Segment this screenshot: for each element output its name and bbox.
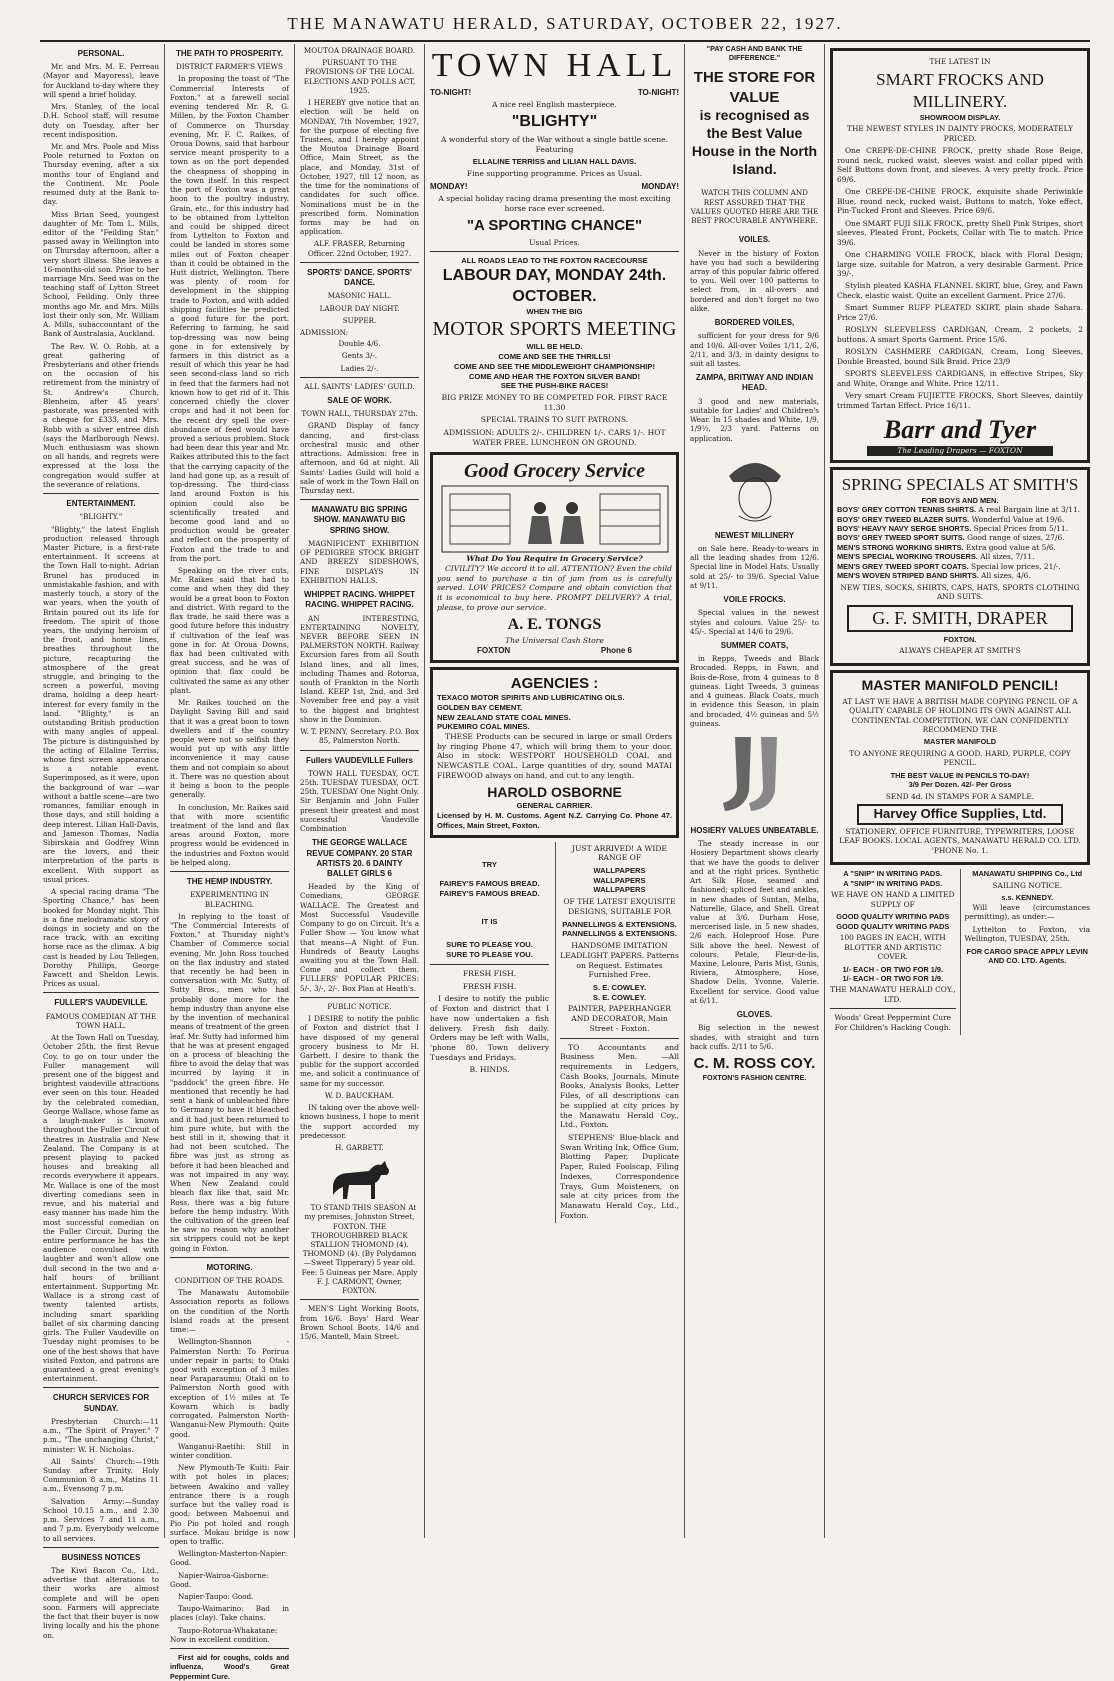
race-line: COME AND HEAR THE FOXTON SILVER BAND! <box>468 371 641 381</box>
grocery-title: Good Grocery Service <box>463 459 646 482</box>
gloves-heading: GLOVES. <box>736 1010 773 1020</box>
vaudeville-heading: Fullers VAUDEVILLE Fullers <box>306 755 413 765</box>
film1-desc: A wonderful story of the War without a single battle scene. Featuring <box>440 134 669 154</box>
signature: W. D. BAUCKHAM. <box>324 1090 395 1100</box>
ship-head: MANAWATU SHIPPING Co., Ltd <box>972 869 1083 879</box>
paragraph: Miss Brian Seed, youngest daughter of Mr. Tom L. Mills, editor of the "Feilding Star," passed away in Wellington into on Thursday afternoon, after a very short illness. She leaves a 16-months-old son. Prior to her marriage Mrs. Seed was on the teaching staff of Lytton Street School, Feilding. Only three months ago Mr. and Mrs. Mills lost their only son, Mr. William A. Mills, subaccountant of the Bank of Australasia, Auckland. <box>43 209 159 339</box>
dance-heading: SPORTS' DANCE. SPORTS' DANCE. <box>307 267 412 288</box>
film1-title: "BLIGHTY" <box>511 113 598 131</box>
paragraph: IN taking over the above well-known business, I hope to merit the support accorded my predecessor. <box>300 1103 419 1140</box>
spring-item-name: MEN'S WOVEN STRIPED BAND SHIRTS. <box>837 571 979 581</box>
paragraph: "Blighty," the latest English production released through Master Picture, is a first-rate entertainment. It screens at the Town Hall to-night. Adrian Brunel has produced in unmistakable fashion, and with masterly touch, a story of the war years, when the youth of Britain poured out its life for freedom. The spirit of those years, the undying heroism of the front, and home lines, breathes throughout the picture, recapturing the atmosphere of the great struggle, and bringing to the screen a powerful, moving drama, holding a deep heart-interest for every family in the land. "Blighty," is an outstanding British production with many angles of appeal. The picture is distinguished by the acting of Ellaline Terriss, whose first screen appearance is a notable event. Superimposed, as it were, upon the background of war —war without a battle scene—are two romances, familiar enough in those days, and still holding a deep interest. Lilian Hall-Davis, and Jameson Thomas, Nadia Sibirskaia and Godfrey Winn are the lovers, and their interpretation of the parts is excellent. With support as usual prices. <box>43 524 159 884</box>
watch-text: WATCH THIS COLUMN AND REST ASSURED THAT THE VALUES QUOTED HERE ARE THE BEST PROCURABLE ANYWHERE. <box>690 188 819 226</box>
paragraph: In proposing the toast of "The Commercial Interests of Foxton," at a farewell social evening tendered Mr. R. G. Millen, by the Foxton Chamber of Commerce on Thursday evening, Mr. F. C. Raikes, of Oroua Downs, said that harbour service meant prosperity to a town as on the port depended the cheapness of shopping in the town itself. In this respect the port of Foxton was a great boon to the poultry industry. Grain, etc., for this industry had to be obtained from Lyttelton and could be shipped direct from Lyttelton to Foxton and could be landed in stores some miles out of Foxton cheaper than it could be obtained in the Hutt district, Wellington. There was plenty of room for development in the shipping trade to Foxton, and with added shipping facilities he predicted a good future for the port. Referring to farming, he said top-dressing was now being gone in for extensively by farmers in this district as a result of which this year he had seen second-class land so rich in feed that the farmers had not known how to get rid of it. This concerned chiefly the clover crops and had it not been for the recent dry spell the over-abundance of feed would have proved a serious problem. Stock had been dear this year and Mr. Raikes attributed this to the fact that the carrying capacity of the land had gone up, as a result of top-dressing. The third-class land around Foxton is his opinion could also be scientifically treated and become good land and so production would be greater and reflect on the prosperity of Foxton and the trade to and from the port. <box>170 74 290 563</box>
horse-illustration <box>325 1155 395 1203</box>
town-hall-title: TOWN HALL <box>431 47 678 84</box>
paragraph: Taupo-Waimarino: Bad in places (clay). Take chains. <box>170 1604 289 1623</box>
drainage-heading: MOUTOA DRAINAGE BOARD. <box>303 46 416 55</box>
paragraph: 3 good and new materials, suitable for Ladies' and Children's Wear. In 15 shades and White, 1/9, 1/9½, 2/3 yard. Patterns on application. <box>690 396 819 443</box>
snip-head: A "SNIP" IN WRITING PADS. <box>843 869 943 879</box>
harvey-text: STATIONERY, OFFICE FURNITURE, TYPEWRITERS, LOOSE LEAF BOOKS. LOCAL AGENTS, MANAWATU HERALD CO. LTD. 'PHONE No. 1. <box>839 826 1081 855</box>
whippet-heading: WHIPPET RACING. WHIPPET RACING. WHIPPET RACING. <box>303 590 416 610</box>
grocery-footer <box>437 646 672 656</box>
boots-ad: MEN'S Light Working Boots, from 16/6. Boys' Hard Wear Brown School Boots, 14/6 and 15/6. Mantell, Main Street. <box>300 1304 419 1342</box>
slogan: "PAY CASH AND BANK THE DIFFERENCE." <box>706 44 803 63</box>
ship-text: Will leave (circumstances permitting), as under:— <box>964 902 1090 922</box>
paragraph: A special racing drama "The Sporting Chance," has been booked for Monday night. This is a fine melodramatic story of doings in society and on the race track, with an exciting horse race as the climax. A big cast is headed by Lou Tellegen, Dorothy Phillips, George Fawcett and Sheldon Lewis. Prices as usual. <box>43 887 159 989</box>
wall-text: OF THE LATEST EXQUISITE DESIGNS, SUITABLE FOR <box>563 897 676 916</box>
border-heading: BORDERED VOILES, <box>714 318 795 328</box>
frock-item: SPORTS SLEEVELESS CARDIGANS, in effective Stripes, Sky and White, Orange and White. Price 12/11. <box>837 369 1083 388</box>
wall-pan: PANNELLINGS & EXTENSIONS. <box>562 919 677 929</box>
divider <box>170 871 289 872</box>
paragraph: Napier-Wairoa-Gisborne: Good. <box>170 1570 269 1589</box>
grocery-illustration <box>440 484 670 554</box>
divider <box>560 1038 679 1039</box>
spring-item <box>837 524 1083 533</box>
tonight-left: TO-NIGHT! <box>430 87 472 97</box>
fish-text: I desire to notify the public of Foxton and district that I have now undertaken a fish delivery. Fresh fish daily. Orders may be left with Walls, 'phone 80. Town delivery Tuesdays and Fridays. <box>430 994 549 1062</box>
guild-place: TOWN HALL, THURSDAY 27th. <box>301 409 418 419</box>
ross-tag: FOXTON'S FASHION CENTRE. <box>702 1073 807 1083</box>
frocks-ad <box>830 48 1090 463</box>
grocery-question: What Do You Require in Grocery Service? <box>466 554 643 564</box>
agencies-text: THESE Products can be secured in large or small Orders by ringing Phone 47, which will bring them to your door. Also in stock: WESTPORT HOUSEHOLD COAL and NEWCASTLE COAL. Large quantities of dry, sound MATAI FIREWOOD always on hand, and cut to any length. <box>437 731 672 780</box>
frock-item: ROSLYN SLEEVELESS CARDIGAN, Cream, 2 pockets, 2 buttons. A smart Sports Garment. Price 15/6. <box>837 325 1083 344</box>
summer-coats-heading: SUMMER COATS, <box>720 640 789 650</box>
paragraph: MAGNIFICENT EXHIBITION OF PEDIGREE STOCK BRIGHT AND BREEZY SIDESHOWS, FINE DISPLAYS IN EXHIBITION HALLS. <box>300 538 419 585</box>
path-heading: THE PATH TO PROSPERITY. <box>175 49 284 58</box>
race-line: COME AND SEE THE THRILLS! <box>498 352 611 362</box>
divider <box>300 499 419 500</box>
paragraph: Wellington-Masterton-Napier: Good. <box>170 1549 288 1568</box>
column-1 <box>38 44 165 1640</box>
divider <box>43 992 159 993</box>
spring-foot: NEW TIES, SOCKS, SHIRTS, CAPS, HATS, SPORTS CLOTHING AND SUITS. <box>840 582 1080 602</box>
ship-cargo: FOR CARGO SPACE APPLY LEVIN AND CO. LTD. Agents. <box>966 946 1089 966</box>
frocks-title: SMART FROCKS AND MILLINERY. <box>876 70 1044 112</box>
stallion-ad: TO STAND THIS SEASON At my premises, Johnston Street, FOXTON. THE THOROUGHBRED BLACK STALLION THOMOND (4). THOMOND (4). (By Polydamon—Sweet Tipperary) 5 year old. Fee: 5 Guineas per Mare. Apply F. J. CARMONT, Owner, FOXTON. <box>301 1203 418 1296</box>
ship-name: s.s. KENNEDY. <box>1001 893 1054 903</box>
dance-line: Double 4/6. <box>338 339 381 349</box>
pencil-name: MASTER MANIFOLD <box>923 737 997 747</box>
show-heading: MANAWATU BIG SPRING SHOW. MANAWATU BIG SPRING SHOW. <box>311 505 408 535</box>
pencil-title: MASTER MANIFOLD PENCIL! <box>861 676 1059 693</box>
spring-item <box>837 552 1083 561</box>
column-2 <box>165 44 295 1681</box>
signature: ALF. FRASER, Returning Officer. 22nd October, 1927. <box>307 239 412 258</box>
frock-item: Smart Summer RUFF PLEATED SKIRT, plain shade Sahara. Price 27/6. <box>837 303 1083 322</box>
guild-heading: ALL SAINTS' LADIES' GUILD. <box>304 381 415 391</box>
race-line: SEE THE PUSH-BIKE RACES! <box>500 381 609 391</box>
divider <box>170 1648 289 1649</box>
snip-pads: GOOD QUALITY WRITING PADS <box>836 912 950 922</box>
wall-pan: PANNELLINGS & EXTENSIONS. <box>562 929 677 939</box>
divider <box>43 1547 159 1548</box>
subheading: CONDITION OF THE ROADS. <box>174 1276 285 1286</box>
signature: W. T. PENNY, Secretary. P.O. Box 85, Palmerston North. <box>300 727 419 746</box>
divider <box>300 1299 419 1300</box>
smith-name: G. F. SMITH, DRAPER <box>847 605 1073 632</box>
paragraph: on Sale here. Ready-to-wears in all the leading shades from 12/6. Special line in Model Hats. Usually sold at 25/- to 39/6. Special Value at 9/11. <box>690 543 819 590</box>
voiles-heading: VOILES. <box>738 235 771 245</box>
styles-label: THE NEWEST STYLES IN DAINTY FROCKS, MODERATELY PRICED. <box>847 124 1073 143</box>
paragraph: Big selection in the newest shades, with straight and turn back cuffs. 2/11 to 5/6. <box>690 1023 819 1051</box>
paragraph: In replying to the toast of "The Commercial Interests of Foxton," at Thursday night's Chamber of Commerce social evening, Mr. John Ross touched on the flax industry and stated that recently he had been in conversation with Mr. Sutty, of Sutty Bros., men who had probably done more for the hemp industry than anyone else by the invention of mechanical means of treatment of the green leaf. Mr. Sutty had informed him that he was at present engaged on a process of bleaching the fibre to avoid the delay that was incurred by laying it in "paddock" the green fibre. He mentioned that recently he had sent a hank of unbleached fibre to Germany to have it bleached and it had just been returned to him pure white, but with the best still in it, showing that it had not been scutched. The fibre was just as strong as before it had been bleached and was not impaired in any way. When New Zealand could bleach flax like that, said Mr. Ross, there was a big future before the hemp industry. With the cultivation of the green leaf he saw no reason why another six strippers could not be kept going in Foxton. <box>170 911 289 1253</box>
spring-item-price: Good range of sizes, 27/6. <box>967 533 1065 543</box>
race-day: LABOUR DAY, MONDAY 24th. OCTOBER. <box>442 267 667 305</box>
fuller-heading: FULLER'S VAUDEVILLE. <box>54 998 148 1008</box>
showroom-label: SHOWROOM DISPLAY. <box>919 112 1001 122</box>
wall-text2: HANDSOME IMITATION LEADLIGHT PAPERS. Patterns on Request. Estimates Furnished Free. <box>560 941 679 980</box>
frock-item: One CREPE-DE-CHINE FROCK, exquisite shade Periwinkle Blue, round neck, rucked waist, Buttons to match, Yoke effect, Pin-Tucked Front and Sleeves. Price 69/6. <box>837 187 1083 216</box>
hemp-heading: THE HEMP INDUSTRY. <box>186 877 273 887</box>
woods-ad: Woods' Great Peppermint Cure For Children's Hacking Cough. <box>834 1013 952 1032</box>
paragraph: GRAND Display of fancy dancing, and first-class orchestral music and other attractions. Admission: free in afternoon, and 6d at night. All Saints' Ladies Guild will hold a sale of work in the Town Hall on Thursday next. <box>300 421 419 496</box>
snip-ad <box>830 869 956 1035</box>
dance-line: MASONIC HALL. <box>327 291 392 301</box>
bread-try: TRY <box>482 859 497 869</box>
pencil-send: SEND 4d. IN STAMPS FOR A SAMPLE. <box>885 791 1035 801</box>
subheading: DISTRICT FARMER'S VIEWS <box>176 62 283 72</box>
paragraph: TOWN HALL TUESDAY, OCT. 25th. TUESDAY TUESDAY, OCT. 25th. TUESDAY One Night Only. Sir Benjamin and John Fuller present their greatest and most successful Vaudeville Combination <box>300 768 419 834</box>
snip-pads: GOOD QUALITY WRITING PADS <box>836 921 950 931</box>
harvey-name: Harvey Office Supplies, Ltd. <box>857 804 1063 825</box>
paragraph: Mr. and Mrs. M. E. Perreau (Mayor and Mayoress), leave for Auckland to-day where they will spend a brief holiday. <box>43 62 159 99</box>
spring-item <box>837 515 1083 524</box>
race-held: WILL BE HELD. <box>526 342 583 352</box>
personal-heading: PERSONAL. <box>77 49 125 58</box>
vaudeville-stars: THE GEORGE WALLACE REVUE COMPANY. 20 STAR ARTISTS 20. 6 DAINTY BALLET GIRLS 6 <box>306 838 413 879</box>
ross-name: C. M. ROSS COY. <box>693 1055 816 1073</box>
pencil-ad <box>830 670 1090 866</box>
agencies-name: HAROLD OSBORNE <box>487 783 622 800</box>
bread-line: FAIREY'S FAMOUS BREAD. <box>439 889 540 899</box>
spring-item-name: BOYS' HEAVY NAVY SERGE SHORTS. <box>837 523 972 533</box>
spring-item <box>837 543 1083 552</box>
film1-cast: ELLALINE TERRISS and LILIAN HALL DAVIS. <box>472 157 637 167</box>
film1-pre: A nice reel English masterpiece. <box>492 99 617 109</box>
snip-head: A "SNIP" IN WRITING PADS. <box>843 878 943 888</box>
race-when: WHEN THE BIG <box>526 307 583 317</box>
dance-line: Ladies 2/-. <box>340 363 379 373</box>
paragraph: All Saints' Church:—19th Sunday after Trinity. Holy Communion 8 a.m., Matins 11 a.m., Evensong 7 p.m. <box>43 1456 159 1494</box>
frock-item: ROSLYN CASHMERE CARDIGAN, Cream, Long Sleeves, Double Breasted, bound Silk Braid. Price 23/9 <box>837 347 1083 366</box>
paragraph: Mr. and Mrs. Poole and Miss Poole returned to Foxton on Thursday evening, after a six months tour of England and the Continent. Mr. Poole resumed duty at the Bank to-day. <box>43 141 159 207</box>
divider <box>300 997 419 998</box>
wall-head: JUST ARRIVED! A WIDE RANGE OF <box>572 843 667 863</box>
pencil-text: AT LAST WE HAVE A BRITISH MADE COPYING PENCIL OF A QUALITY CAPABLE OF HOLDING ITS OWN AGAINST ALL CONTINENTAL COMPETITION. WE CAN CONFIDENTLY RECOMMEND THE <box>842 696 1078 735</box>
grocery-tag: The Universal Cash Store <box>505 635 604 645</box>
paragraph: Speaking on the river cuts, Mr. Raikes said that had to come and when they did they would be a great boon to Foxton and district. With regard to the flax trade, he said there was a good future before this industry if cultivation of the leaf was gone in for. At Oroua Downs, flax had been cultivated with great success, and he was of opinion that flax could be cultivated the same as any other plant. <box>170 566 289 695</box>
paragraph: I DESIRE to notify the public of Foxton and district that I have disposed of my general grocery business to Mr H. Garbett. I desire to thank the public for the support accorded me, and solicit a continuance of same for my successor. <box>300 1014 419 1088</box>
wall-line: WALLPAPERS <box>593 866 646 876</box>
latest-label: THE LATEST IN <box>929 57 991 66</box>
spring-item <box>837 533 1083 542</box>
guild-subheading: SALE OF WORK. <box>327 396 392 406</box>
monday-right: MONDAY! <box>641 181 679 191</box>
paragraph: Mr. Raikes touched on the Daylight Saving Bill and said that it was a great boon to town dwellers and if the country people were not so selfish they would put up with any little inconvenience it may cause them and not complain so about it. There was no question about it being a boon to the people generally. <box>170 698 289 800</box>
divider <box>830 1008 956 1009</box>
paragraph: The Kiwi Bacon Co., Ltd., advertise that alterations to their works are almost complete and will be open soon. Farmers will appreciate the fact that their buyer is now living locally and his the phone on. <box>43 1566 159 1640</box>
cough-ad: First aid for coughs, colds and influenza, Wood's Great Peppermint Cure. <box>170 1653 289 1681</box>
column-6 <box>825 44 1095 1538</box>
paragraph: Presbyterian Church:—11 a.m., "The Spirit of Prayer." 7 p.m., "The unchanging Christ," minister: W. H. Nicholas. <box>43 1416 159 1454</box>
masthead: THE MANAWATU HERALD, SATURDAY, OCTOBER 22, 1927. <box>40 14 1090 42</box>
divider <box>43 493 159 494</box>
entertainment-heading: ENTERTAINMENT. <box>66 499 136 509</box>
grocery-text: CIVILITY? We accord it to all. ATTENTION? Even the child you send to purchase a tin of jam from us is carefully served. LOW PRICES? Compare and obtain conviction that it is economical to buy here. PROMPT DELIVERY? A trial, please, to prove our service. <box>437 563 672 612</box>
wallpaper-ad <box>555 842 679 1224</box>
dance-line: LABOUR DAY NIGHT. <box>319 303 400 313</box>
spring-ad <box>830 467 1090 666</box>
divider <box>300 750 419 751</box>
agency-line: TEXACO MOTOR SPIRITS AND LUBRICATING OILS. <box>437 693 625 703</box>
wall-role: PAINTER, PAPERHANGER AND DECORATOR, Main Street - Foxton. <box>567 1004 672 1033</box>
grocery-ad <box>430 452 679 663</box>
race-line: COME AND SEE THE MIDDLEWEIGHT CHAMPIONSHIP! <box>454 361 655 371</box>
dance-line: ADMISSION: <box>300 327 349 337</box>
subheading: "BLIGHTY." <box>79 512 123 522</box>
wall-name: S. E. COWLEY. <box>592 992 647 1002</box>
spring-item-price: Special low prices, 21/-. <box>971 561 1061 571</box>
agencies-ad <box>430 667 679 838</box>
grocery-phone: Phone 6 <box>600 645 632 655</box>
snip-price: 1/- EACH - OR TWO FOR 1/9. <box>842 964 944 974</box>
hosiery-heading: HOSIERY VALUES UNBEATABLE. <box>690 825 819 835</box>
signature: H. GARBETT. <box>335 1142 384 1152</box>
accountants-ad: TO Accountants and Business Men. —All requirements in Ledgers, Cash Books, Journals, Minute Books, Analysis Books, Letter Files, of all descriptions can be supplied at city prices by the Manawatu Herald Coy., Ltd., Foxton. <box>560 1042 679 1130</box>
paragraph: Mrs. Stanley, of the local D.H. School staff, will resume duty on Tuesday, after her recent indisposition. <box>43 102 159 139</box>
race-title: MOTOR SPORTS MEETING <box>432 317 677 340</box>
snip-pages: 100 PAGES IN EACH, WITH BLOTTER AND ARTISTIC COVER. <box>839 933 946 962</box>
snip-text: WE HAVE ON HAND A LIMITED SUPPLY OF <box>831 890 955 909</box>
snip-price: 1/- EACH - OR TWO FOR 1/9. <box>842 974 944 984</box>
shipping-ad <box>960 869 1091 1035</box>
grocery-name: A. E. TONGS <box>507 616 602 634</box>
bread-it: IT IS <box>481 916 498 926</box>
spring-item-name: MEN'S STRONG WORKING SHIRTS. <box>837 542 964 552</box>
frock-item: Very smart Cream FUJIETTE FROCKS, Short Sleeves, daintily trimmed Tartan Effect. Price 16/11. <box>837 391 1083 410</box>
monday-left: MONDAY! <box>430 181 468 191</box>
business-heading: BUSINESS NOTICES <box>61 1552 141 1562</box>
bread-sure: SURE TO PLEASE YOU. <box>446 940 533 950</box>
agencies-footer: Licensed by H. M. Customs. Agent N.Z. Carrying Co. Phone 47. Offices, Main Street, Foxton. <box>437 811 672 830</box>
fish-heading: FRESH FISH. <box>462 981 517 991</box>
hat-illustration <box>715 446 795 526</box>
spring-item-price: All sizes, 7/11. <box>980 552 1035 562</box>
paragraph: The steady increase in our Hosiery Department shows clearly that we have the goods to deliver and at the right prices. Synthetic Art Silk Hose, seamed and fashioned; spliced feet and ankles, in new shades of Suntan, Melba, Naturelle, Glace, and Shell. Great value at 3/6. Durham Hose, mercerised lisle, in 5 new shades, 2/6 each. Holeproof Hose. Pure Silk above the heel. Newest of colours, Petale, Fleur-de-lis, Maxine, Leloure, Paris Mist, Gunis, Riviera, Atmosphere, Hose, Shadow Delis, Yvonne, Valerie. Excellent for service. Good value at 6/11. <box>690 839 819 1005</box>
voile-frocks-heading: VOILE FROCKS. <box>723 595 786 605</box>
store-title: THE STORE FOR VALUE <box>693 69 816 106</box>
subheading: FAMOUS COMEDIAN AT THE TOWN HALL. <box>45 1011 157 1030</box>
bread-sure: SURE TO PLEASE YOU. <box>446 950 533 960</box>
paragraph: Napier-Taupo: Good. <box>178 1592 254 1602</box>
spring-item-price: Wonderful Value at 19/6. <box>971 514 1065 524</box>
column-5 <box>685 44 825 1538</box>
spring-item <box>837 571 1083 580</box>
race-money: BIG PRIZE MONEY TO BE COMPETED FOR. FIRST RACE 11.30 <box>441 392 668 412</box>
paragraph: In conclusion, Mr. Raikes said that with more scientific treatment of the land and flax areas around Foxton, more progress would be evidenced in the industries and Foxton would be helped along. <box>170 802 289 867</box>
dance-line: Gents 3/-. <box>341 351 378 361</box>
divider <box>43 1387 159 1388</box>
spring-for: FOR BOYS AND MEN. <box>921 495 999 505</box>
paragraph: New Plymouth-Te Kuiti: Fair with pot holes in places; between Awakino and valley entrance there is a rough surface but the valley road is good; between Mahoenui and Pio Pio pot holed and rough surface. Mokau bridge is now open to traffic. <box>170 1463 289 1546</box>
frock-item: One SMART FUJI SILK FROCK, pretty Shell Pink Stripes, short sleeves, Pleated Front, Pockets, Collar with Tie to match. Price 39/6. <box>837 218 1083 247</box>
tonight-right: TO-NIGHT! <box>637 87 679 97</box>
fish-heading: FRESH FISH. <box>462 968 517 978</box>
agency-line: PUKEMIRO COAL MINES. <box>437 722 530 732</box>
agency-line: GOLDEN BAY CEMENT. <box>437 702 523 712</box>
paragraph: Wellington-Shannon - Palmerston North: To Porirua under repair in parts; to Otaki good with exception of 3 miles near Paraparaumu; Otaki on to Palmerston North good with exception of 1½ miles at Te Kowarn which is badly corrugated. Palmerston North-Wanganui-New Plymouth: Quite good. <box>170 1337 289 1439</box>
spring-item-name: BOYS' GREY TWEED BLAZER SUITS. <box>837 514 970 524</box>
spring-item-price: Extra good value at 5/6. <box>965 542 1056 552</box>
column-4 <box>425 44 685 1538</box>
paragraph: Special values in the newest styles and colours. Value 25/- to 45/-. Special at 14/6 to 29/6. <box>690 608 819 636</box>
pencil-best: THE BEST VALUE IN PENCILS TO-DAY! <box>890 770 1030 780</box>
race-trains: SPECIAL TRAINS TO SUIT PATRONS. <box>480 415 629 425</box>
paragraph: At the Town Hall on Tuesday, October 25th, the first Revue Coy. to go on tour under the Fuller management will present one of the biggest and brightest vaudeville attractions ever seen on this tour. Headed by the celebrated comedian, George Wallace, whose fame as a laugh-maker is known throughout the Fuller Circuit of theatres in Australia and New Zealand. The Company is at present playing to packed houses and breaking all records everywhere it appears. Mr. Wallace is one of the most diverting comedians seen in revue, and his material and easy manner has made him the most successful comedian on the Fuller Circuit. During the entire performance he has the audience convulsed with laughter and won't allow one dull second in the two and a-half hours of brilliant entertainment. Supporting Mr. Wallace is a strong cast of twenty talented artists, including smart sparkling ballet of six charming dancing girls. The Fuller Vaudeville on Tuesday night promises to be one of the best shows that have visited Foxton, and patrons are guaranteed a great evening's entertainment. <box>43 1033 159 1384</box>
store-subtitle: is recognised as the Best Value House in the North Island. <box>691 106 818 177</box>
frock-item: Stylish pleated KASHA FLANNEL SKIRT, blue, Grey, and Fawn Check, elastic waist. Quite an excellent Garment. Price 27/6. <box>837 281 1083 300</box>
paragraph: The Rev. W. O. Robb, at a great gathering of Presbyterians and other friends on the occasion of his retirement from the ministry of St. Andrew's Church, Blenheim, after 45 years' pastorate, was presented with a cheque for £333, and Mrs. Robb with a silver entree dish (says the Marlborough News). Much enthusiasm was shown on all hands, and regrets were expressed at the loss the congregation would suffer at the severance of relations. <box>43 341 159 489</box>
ship-sail: SAILING NOTICE. <box>992 880 1063 890</box>
agencies-role: GENERAL CARRIER. <box>516 801 593 811</box>
film2-prices: Usual Prices. <box>529 237 580 247</box>
paragraph: Headed by the King of Comedians, GEORGE WALLACE. The Greatest and Most Successful Vaudeville Company to go on Circuit. It's a Fuller Show — You know what that means—A Night of Fun. Hundreds of Beauty Laughs awaiting you at the Town Hall. Come and collect them. FULLERS' POPULAR PRICES: 5/-, 3/-, 2/-. Box Plan at Heath's. <box>300 882 419 993</box>
church-heading: CHURCH SERVICES FOR SUNDAY. <box>52 1393 150 1413</box>
paragraph: Taupo-Rotorua-Whakatane: Now in excellent condition. <box>170 1625 278 1644</box>
paragraph: The Manawatu Automobile Association reports as follows on the condition of the North Island roads at the present time:— <box>170 1288 289 1335</box>
paragraph: Salvation Army:—Sunday School 10.15 a.m., and 2.30 p.m. Services 7 and 11 a.m., and 7 p.m. Everybody welcome to all services. <box>43 1496 159 1543</box>
wall-line: WALLPAPERS <box>593 885 646 895</box>
agency-line: NEW ZEALAND STATE COAL MINES. <box>437 712 571 722</box>
zampa-heading: ZAMPA, BRITWAY AND INDIAN HEAD. <box>695 373 814 393</box>
spring-item-name: MEN'S SPECIAL WORKING TROUSERS. <box>837 552 978 562</box>
motoring-heading: MOTORING. <box>206 1262 253 1272</box>
frock-item: One CREPE-DE-CHINE FROCK, pretty shade Rose Beige, round neck, rucked waist, sleeves waist and collar piped with Self Buttons down front, and sleeves. A very pretty frock. Price 69/6. <box>837 146 1083 184</box>
millinery-heading: NEWEST MILLINERY <box>714 530 795 540</box>
smith-location: FOXTON. <box>943 634 977 644</box>
spring-item-name: MEN'S GREY TWEED SPORT COATS. <box>837 561 969 571</box>
spring-item-price: Special Prices from 5/11. <box>973 523 1068 533</box>
ship-text2: Lyttelton to Foxton, via Wellington, TUESDAY, 25th. <box>964 924 1090 944</box>
stocking-illustration <box>715 731 795 821</box>
column-3 <box>295 44 425 1538</box>
smith-tag: ALWAYS CHEAPER AT SMITH'S <box>899 646 1021 656</box>
film2-pre: A special holiday racing drama presenting the most exciting horse race ever screened. <box>438 194 671 213</box>
fish-sign: B. HINDS. <box>469 1065 510 1075</box>
paragraph: Never in the history of Foxton have you had such a bewildering array of this popular fabric offered to you. Well over 100 patterns to select from, in all-overs and bordered and don't forget no two alike. <box>690 248 819 313</box>
barr-tag: The Leading Drapers — FOXTON <box>867 446 1053 455</box>
divider <box>430 964 549 965</box>
spring-item-price: All sizes, 4/6. <box>981 571 1031 581</box>
pencil-price: 3/9 Per Dozen. 42/- Per Gross <box>908 780 1012 790</box>
barr-logo: Barr and Tyer <box>883 415 1037 445</box>
divider <box>170 1257 289 1258</box>
film2-title: "A SPORTING CHANCE" <box>466 217 643 235</box>
paragraph: Wanganui-Raetihi: Still in winter condition. <box>170 1441 289 1460</box>
dance-line: SUPPER. <box>342 315 377 325</box>
spring-item <box>837 562 1083 571</box>
agencies-heading: AGENCIES : <box>510 674 599 692</box>
frock-item: One CHARMING VOILE FROCK, black with Floral Design; large size, suitable for Matron, a very desirable Garment. Price 39/-. <box>837 250 1083 278</box>
snip-foot: THE MANAWATU HERALD COY., LTD. <box>830 985 956 1004</box>
divider <box>300 262 419 263</box>
pencil-text2: TO ANYONE REQUIRING A GOOD, HARD, PURPLE, COPY PENCIL. <box>849 748 1071 768</box>
subheading: EXPERIMENTING IN BLEACHING. <box>190 890 269 909</box>
paragraph: I HEREBY give notice that an election will be held on MONDAY, 7th November, 1927, for the purpose of electing five Trustees, and I hereby appoint the Moutoa Drainage Board Office, Main Street, as the place, and Monday, 31st of October, 1927, till 12 noon, as the time for the nominations of candidates for such office. Nominations must be in the prescribed form. Nomination forms may be had on application. <box>300 98 419 237</box>
bread-line: FAIREY'S FAMOUS BREAD. <box>439 879 540 889</box>
grocery-location: FOXTON <box>477 645 511 655</box>
subheading: PURSUANT TO THE PROVISIONS OF THE LOCAL ELECTIONS AND POLLS ACT, 1925. <box>303 58 416 95</box>
spring-item <box>837 505 1083 514</box>
wall-name: S. E. COWLEY. <box>592 982 647 992</box>
spring-item-name: BOYS' GREY COTTON TENNIS SHIRTS. <box>837 505 977 515</box>
spring-title: SPRING SPECIALS AT SMITH'S <box>841 474 1079 494</box>
divider <box>300 377 419 378</box>
paragraph: in Repps, Tweeds and Black Brocaded. Repps, in Fawn, and Bois-de-Rose, from 4 guineas to 8 guineas. Light Tweeds, 3 guineas and 4 guineas. Black Coats, much in evidence this Season, in plain and brocaded, 4½ guineas and 5½ guineas. <box>690 654 819 728</box>
divider <box>430 251 679 252</box>
notice-heading: PUBLIC NOTICE. <box>327 1001 392 1011</box>
monday-row <box>430 182 679 192</box>
paragraph: sufficient for your dress for 9/6 and 10/6. All-over Voiles 1/11, 2/6, 2/11, and 3/3, in dainty designs to suit all tastes. <box>690 331 819 368</box>
film1-prices: Fine supporting programme. Prices as Usual. <box>466 169 643 179</box>
race-admission: ADMISSION: ADULTS 2/-. CHILDREN 1/-. CARS 1/-. HOT WATER FREE. LUNCHEON ON GROUND. <box>443 428 666 447</box>
tonight-row <box>430 88 679 98</box>
paragraph: AN INTERESTING, ENTERTAINING NOVELTY, NEVER BEFORE SEEN IN PALMERSTON NORTH. Railway Excursion fares from all South Island lines, and all lines, including Thames and Rotorua, south of Frankton in the North Island. KEEP 1st, 2nd, and 3rd November free and pay a visit to the biggest and brightest show in the Dominion. <box>300 613 419 724</box>
race-head: ALL ROADS LEAD TO THE FOXTON RACECOURSE <box>461 256 648 266</box>
bread-ad <box>430 842 549 1224</box>
spring-item-name: BOYS' GREY TWEED SPORT SUITS. <box>837 533 965 543</box>
wall-line: WALLPAPERS <box>593 875 646 885</box>
ink-ad: STEPHENS' Blue-black and Swan Writing Ink, Office Gum, Blotting Paper, Duplicate Paper, Ruled Foolscap, Filing Indexes, Correspondence Trays, Gum Moisteners, on sale at city prices from the Manawatu Herald Coy., Ltd., Foxton. <box>560 1133 679 1220</box>
spring-item-price: A real Bargain line at 3/11. <box>978 505 1080 515</box>
